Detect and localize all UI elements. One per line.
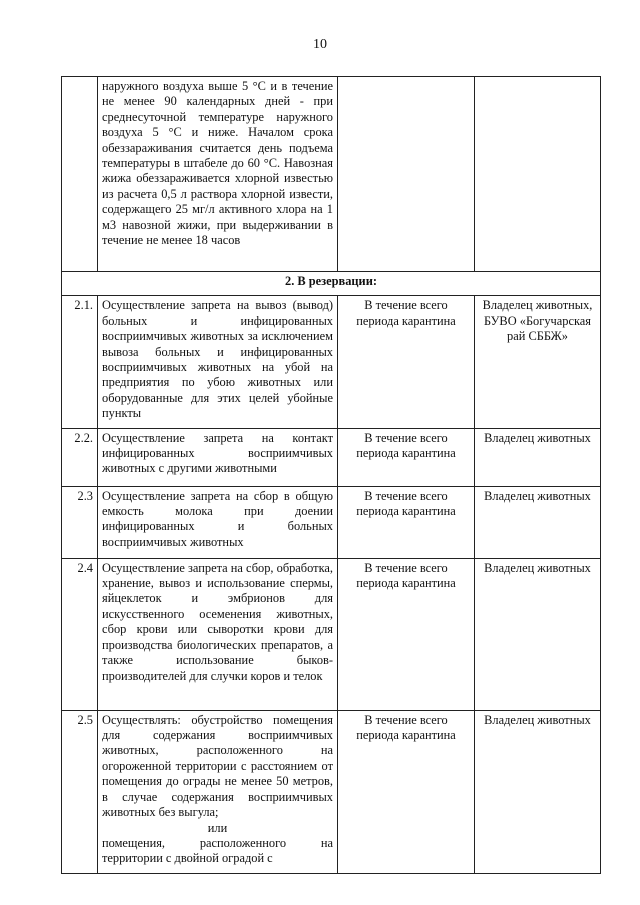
cell-measure-text: Осуществление запрета на вывоз (вывод) больных и инфицированных восприимчивых животных за исключением вывоза больных и инфицированных восприимчивых животных на убой на предприятия по убою животных или оборудованные для этих целей убойные пункты <box>98 296 338 428</box>
table-row <box>62 486 601 558</box>
cell-num <box>62 77 98 272</box>
cell-responsible: Владелец животных <box>475 710 601 873</box>
table-row-continuation <box>62 77 601 272</box>
page-number: 10 <box>313 37 327 52</box>
cell-measure-text: наружного воздуха выше 5 °С и в течение не менее 90 календарных дней - при среднесуточной температуре наружного воздуха 5 °С и ниже. Началом срока обеззараживания считается день подъема температуры в штабеле до 60 °С. Навозная жижа обеззараживается хлорной известью из расчета 0,5 л раствора хлорной извести, содержащего 25 мг/л активного хлора на 1 м3 навозной жижи, при выдерживании в течение не менее 18 часов <box>98 77 338 272</box>
cell-responsible <box>475 77 601 272</box>
section-header-row <box>62 272 601 296</box>
table-row <box>62 296 601 428</box>
cell-term <box>338 77 475 272</box>
cell-measure-text <box>98 710 338 873</box>
cell-num: 2.1. <box>62 296 98 428</box>
cell-term: В течение всего периода карантина <box>338 558 475 710</box>
measure-text-or: или <box>207 820 228 835</box>
cell-term: В течение всего периода карантина <box>338 296 475 428</box>
cell-num: 2.5 <box>62 710 98 873</box>
cell-responsible: Владелец животных, БУВО «Богучарская рай СББЖ» <box>475 296 601 428</box>
measure-text-part-2: помещения, расположенного на территории с двойной оградой с <box>102 835 333 866</box>
cell-responsible: Владелец животных <box>475 486 601 558</box>
section-title: 2. В резервации: <box>62 272 601 296</box>
cell-term: В течение всего периода карантина <box>338 710 475 873</box>
table-row <box>62 558 601 710</box>
cell-num: 2.2. <box>62 428 98 486</box>
cell-measure-text: Осуществление запрета на сбор, обработка, хранение, вывоз и использование спермы, яйцеклеток и эмбрионов для искусственного осеменения животных, сбор крови или сыворотки крови для производства биологических препаратов, а также использование быков-производителей для случки коров и телок <box>98 558 338 710</box>
table-row <box>62 710 601 873</box>
measures-table <box>61 76 601 874</box>
cell-measure-text: Осуществление запрета на контакт инфицированных восприимчивых животных с другими животными <box>98 428 338 486</box>
table-row <box>62 428 601 486</box>
cell-num: 2.4 <box>62 558 98 710</box>
cell-num: 2.3 <box>62 486 98 558</box>
cell-responsible: Владелец животных <box>475 428 601 486</box>
cell-responsible: Владелец животных <box>475 558 601 710</box>
cell-term: В течение всего периода карантина <box>338 486 475 558</box>
cell-term: В течение всего периода карантина <box>338 428 475 486</box>
cell-measure-text: Осуществление запрета на сбор в общую емкость молока при доении инфицированных и больных восприимчивых животных <box>98 486 338 558</box>
measure-text-part-1: Осуществлять: обустройство помещения для содержания восприимчивых животных, расположенного на огороженной территории с расстоянием от помещения до ограды не менее 50 метров, в случае содержания восприимчивых животных без выгула; <box>102 712 333 820</box>
